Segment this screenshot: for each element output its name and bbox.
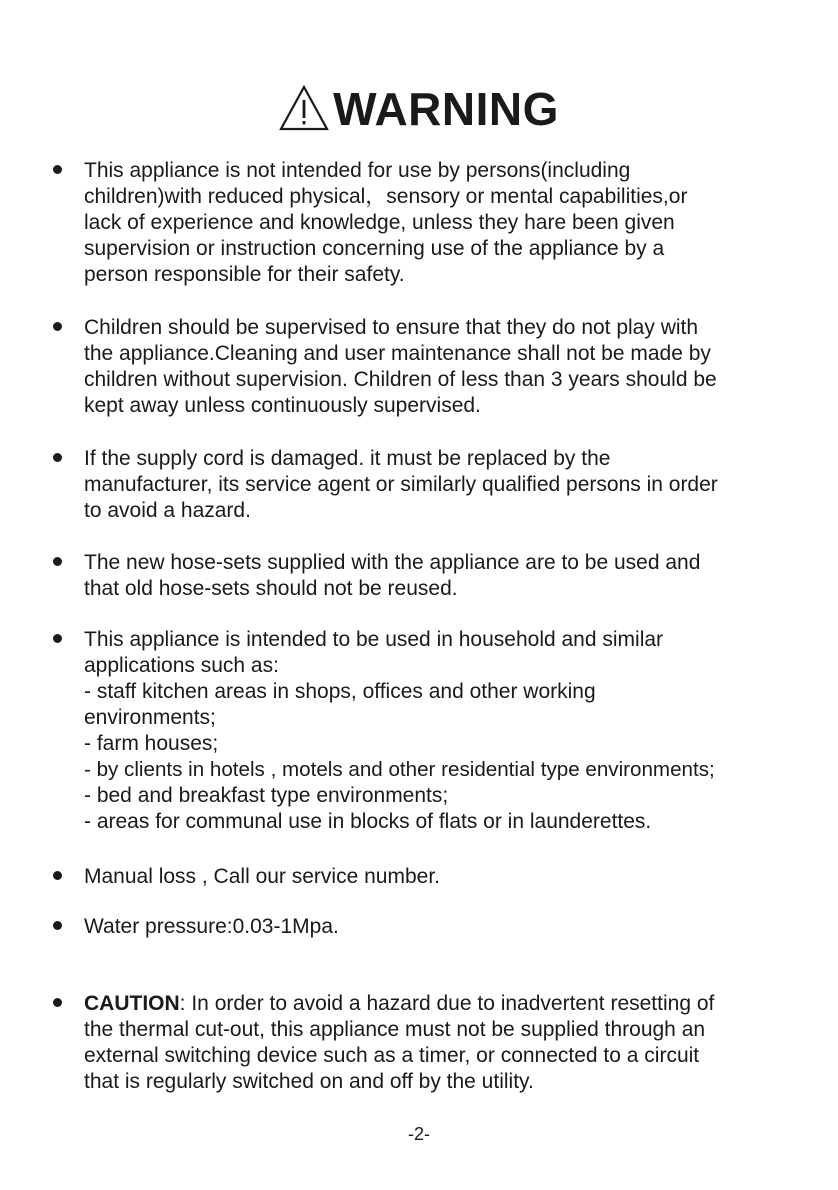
item-line: - bed and breakfast type environments; bbox=[84, 784, 449, 807]
item-line: the appliance.Cleaning and user maintenance shall not be made by bbox=[84, 342, 711, 365]
bullet-point bbox=[53, 634, 62, 643]
item-line bbox=[84, 991, 829, 1017]
item-line: the thermal cut-out, this appliance must not be supplied through an bbox=[84, 1018, 706, 1041]
bullet-point bbox=[53, 921, 62, 930]
bullet-point bbox=[53, 998, 62, 1007]
item-line: - by clients in hotels , motels and other residential type environments; bbox=[84, 758, 715, 781]
item-line: This appliance is not intended for use by persons(including bbox=[84, 159, 631, 182]
item-line: to avoid a hazard. bbox=[84, 499, 251, 522]
warning-item-household-use bbox=[84, 627, 829, 835]
page-number: -2- bbox=[408, 1124, 430, 1144]
warning-item-caution-thermal-cutout bbox=[84, 991, 829, 1095]
caution-label: CAUTION bbox=[84, 992, 180, 1015]
item-line: applications such as: bbox=[84, 654, 279, 677]
item-line: manufacturer, its service agent or similarly qualified persons in order bbox=[84, 473, 718, 496]
item-line: Manual loss , Call our service number. bbox=[84, 865, 440, 888]
item-line: Water pressure:0.03-1Mpa. bbox=[84, 915, 339, 938]
item-line: that old hose-sets should not be reused. bbox=[84, 577, 458, 600]
item-line: Children should be supervised to ensure that they do not play with bbox=[84, 316, 699, 339]
item-line: supervision or instruction concerning use of the appliance by a bbox=[84, 237, 665, 260]
item-line: - staff kitchen areas in shops, offices and other working bbox=[84, 680, 596, 703]
item-line: children without supervision. Children of less than 3 years should be bbox=[84, 368, 717, 391]
warning-item-reduced-capabilities bbox=[84, 158, 829, 288]
item-line: If the supply cord is damaged. it must be replaced by the bbox=[84, 447, 611, 470]
bullet-point bbox=[53, 871, 62, 880]
warning-title: WARNING bbox=[333, 83, 559, 135]
warning-item-supply-cord bbox=[84, 446, 829, 524]
page-heading bbox=[0, 84, 838, 134]
item-line: The new hose-sets supplied with the appliance are to be used and bbox=[84, 551, 701, 574]
item-line: - areas for communal use in blocks of flats or in launderettes. bbox=[84, 810, 652, 833]
item-line: children)with reduced physical，sensory or mental capabilities,or bbox=[84, 185, 688, 208]
warning-item-children-supervision bbox=[84, 315, 829, 419]
item-line: that is regularly switched on and off by the utility. bbox=[84, 1070, 534, 1093]
bullet-point bbox=[53, 322, 62, 331]
item-line: environments; bbox=[84, 706, 216, 729]
bullet-point bbox=[53, 557, 62, 566]
warning-triangle-icon bbox=[279, 85, 329, 131]
item-line: kept away unless continuously supervised. bbox=[84, 394, 481, 417]
warning-item-hose-sets bbox=[84, 550, 829, 602]
warning-item-water-pressure bbox=[84, 914, 829, 940]
item-line: lack of experience and knowledge, unless they hare been given bbox=[84, 211, 675, 234]
bullet-point bbox=[53, 165, 62, 174]
bullet-point bbox=[53, 453, 62, 462]
warning-item-manual-loss bbox=[84, 864, 829, 890]
item-line: - farm houses; bbox=[84, 732, 219, 755]
caution-text: : In order to avoid a hazard due to inadvertent resetting of bbox=[179, 992, 715, 1015]
item-line: This appliance is intended to be used in household and similar bbox=[84, 628, 664, 651]
item-line: external switching device such as a timer, or connected to a circuit bbox=[84, 1044, 700, 1067]
item-line: person responsible for their safety. bbox=[84, 263, 405, 286]
